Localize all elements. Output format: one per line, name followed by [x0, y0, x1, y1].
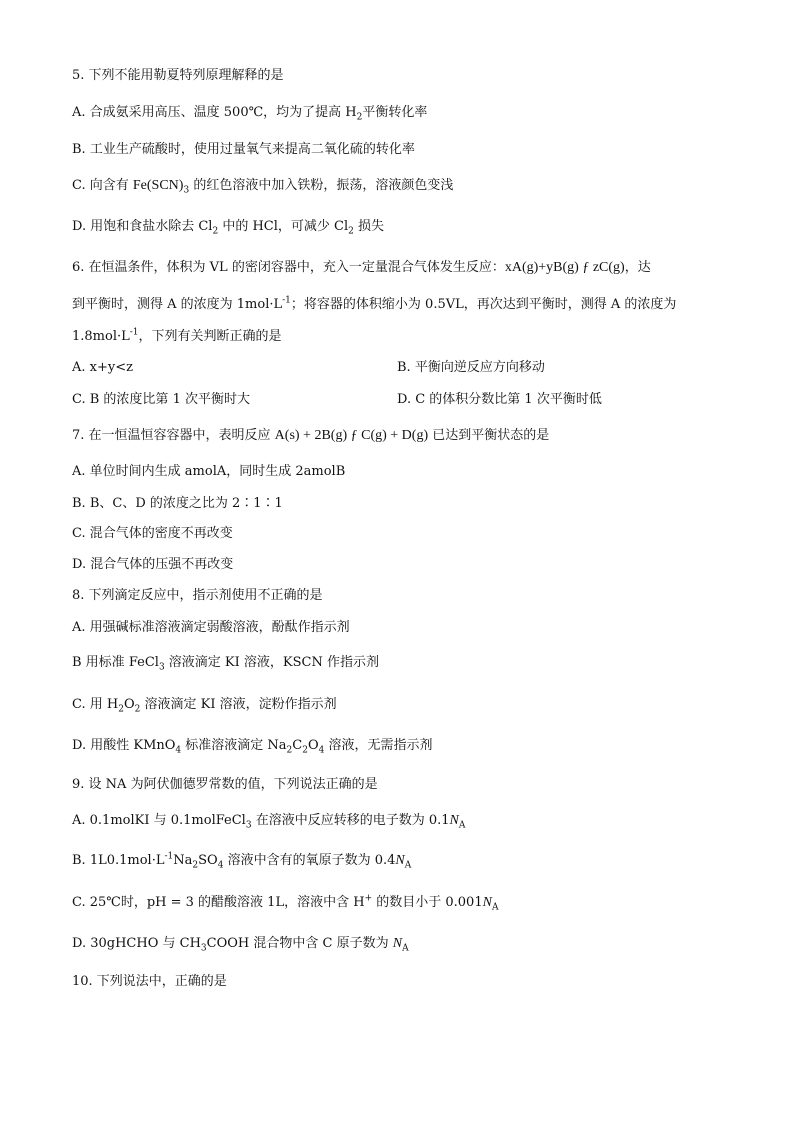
- q8-d-subscript-2: 2: [286, 745, 293, 756]
- q5-d-subscript-1: 2: [212, 226, 219, 237]
- q8-c-text-end: 溶液滴定 KI 溶液，淀粉作指示剂: [140, 697, 337, 712]
- q9-a-text: A. 0.1molKI 与 0.1molFeCl: [72, 813, 246, 828]
- q8-d-text: D. 用酸性 KMnO: [72, 738, 176, 753]
- q6-line2-text: 到平衡时，测得 A 的浓度为 1mol·L: [72, 297, 283, 312]
- q6-line2-text-end: ；将容器的体积缩小为 0.5VL，再次达到平衡时，测得 A 的浓度为: [290, 297, 677, 312]
- q9-d-avogadro-subscript: A: [402, 943, 409, 954]
- q6-option-b: B. 平衡向逆反应方向移动: [397, 360, 545, 375]
- q9-b-subscript-2: 4: [217, 860, 224, 871]
- q5-a-text: A. 合成氨采用高压、温度 500℃，均为了提高 H: [72, 105, 357, 120]
- q6-stem-text: 6. 在恒温条件，体积为 VL 的密闭容器中，充入一定量混合气体发生反应：: [72, 260, 505, 275]
- q5-a-text-end: 平衡转化率: [362, 105, 428, 120]
- q9-option-a: [72, 813, 465, 829]
- q8-d-text-end: 溶液，无需指示剂: [324, 738, 433, 753]
- q9-d-avogadro: N: [392, 936, 403, 951]
- q8-d-text-mid-1: 标准溶液滴定 Na: [181, 738, 287, 753]
- q5-d-text-mid: 中的 HCl，可减少 Cl: [218, 219, 349, 234]
- q9-option-c: [72, 895, 498, 911]
- q5-c-formula: Fe(SCN): [132, 178, 184, 193]
- q8-c-text: C. 用 H: [72, 697, 119, 712]
- q9-b-text: B. 1L0.1mol·L: [72, 853, 165, 868]
- q9-c-text-mid: 的数目小于 0.001: [372, 895, 483, 910]
- q9-d-subscript: 3: [200, 943, 207, 954]
- q9-option-b: [72, 853, 411, 869]
- q9-a-text-mid: 在溶液中反应转移的电子数为 0.1: [251, 813, 450, 828]
- q8-d-text-mid-3: O: [307, 738, 319, 753]
- q9-b-superscript: -1: [164, 851, 174, 862]
- q6-line3-text: 1.8mol·L: [72, 329, 130, 344]
- q5-c-subscript: 3: [183, 185, 190, 196]
- q9-d-text: D. 30gHCHO 与 CH: [72, 936, 201, 951]
- q8-option-b: [72, 655, 379, 671]
- q7-option-a: A. 单位时间内生成 amolA，同时生成 2amolB: [72, 464, 346, 479]
- q8-b-text: B 用标准 FeCl: [72, 655, 159, 670]
- q8-d-subscript-4: 4: [318, 745, 325, 756]
- q8-d-subscript-3: 2: [302, 745, 308, 756]
- q9-b-avogadro: N: [395, 853, 405, 868]
- q5-option-d: [72, 219, 384, 235]
- q8-option-c: [72, 697, 337, 713]
- q5-d-subscript-2: 2: [348, 226, 354, 237]
- q6-option-d: D. C 的体积分数比第 1 次平衡时低: [397, 392, 602, 407]
- q8-b-subscript: 3: [158, 662, 165, 673]
- q5-d-text-end: 损失: [353, 219, 385, 234]
- q5-option-c: [72, 178, 453, 194]
- q8-option-d: [72, 738, 433, 754]
- q8-d-text-mid-2: C: [292, 738, 303, 753]
- q5-option-a: [72, 105, 427, 121]
- q9-c-avogadro: N: [482, 895, 492, 910]
- q7-stem-text-end: 已达到平衡状态的是: [428, 428, 550, 443]
- q9-a-avogadro: N: [449, 813, 459, 828]
- q5-stem: 5. 下列不能用勒夏特列原理解释的是: [72, 68, 284, 83]
- q8-option-a: A. 用强碱标准溶液滴定弱酸溶液，酚酞作指示剂: [72, 620, 350, 635]
- q9-stem: 9. 设 NA 为阿伏伽德罗常数的值，下列说法正确的是: [72, 777, 378, 792]
- q6-line3-text-end: ，下列有关判断正确的是: [138, 329, 282, 344]
- q9-a-avogadro-subscript: A: [458, 820, 466, 831]
- q8-c-subscript-2: 2: [134, 704, 141, 715]
- q6-line2-superscript: -1: [282, 295, 291, 306]
- q5-a-subscript: 2: [356, 112, 363, 123]
- q9-c-text: C. 25℃时，pH = 3 的醋酸溶液 1L，溶液中含 H: [72, 895, 365, 910]
- q9-b-subscript-1: 2: [192, 860, 199, 871]
- q9-b-text-mid-3: 溶液中含有的氧原子数为 0.4: [223, 853, 396, 868]
- q9-b-avogadro-subscript: A: [404, 860, 412, 871]
- q8-c-text-mid: O: [123, 697, 135, 712]
- q9-b-text-mid-2: SO: [198, 853, 218, 868]
- q8-c-subscript-1: 2: [118, 704, 124, 715]
- q9-option-d: [72, 936, 409, 952]
- q6-equation: xA(g)+yB(g) ƒ zC(g): [504, 260, 625, 275]
- q10-stem: 10. 下列说法中，正确的是: [72, 974, 227, 989]
- q5-option-b: B. 工业生产硫酸时，使用过量氧气来提高二氧化硫的转化率: [72, 142, 415, 157]
- q9-a-subscript: 3: [245, 820, 252, 831]
- q9-c-avogadro-subscript: A: [491, 902, 499, 913]
- q5-c-text: C. 向含有: [72, 178, 133, 193]
- q6-stem-line-1: [72, 260, 651, 276]
- q5-c-text-end: 的红色溶液中加入铁粉，振荡，溶液颜色变浅: [189, 178, 454, 193]
- q7-stem-text: 7. 在一恒温恒容容器中，表明反应: [72, 428, 275, 443]
- q6-stem-line-2: [72, 297, 676, 313]
- q6-line3-superscript: -1: [129, 327, 139, 338]
- q5-d-text: D. 用饱和食盐水除去 Cl: [72, 219, 213, 234]
- q7-option-c: C. 混合气体的密度不再改变: [72, 526, 233, 541]
- q8-d-subscript-1: 4: [175, 745, 182, 756]
- q6-stem-line-3: [72, 329, 282, 345]
- q8-stem: 8. 下列滴定反应中，指示剂使用不正确的是: [72, 588, 323, 603]
- q9-c-superscript: +: [364, 893, 373, 904]
- q6-option-c: C. B 的浓度比第 1 次平衡时大: [72, 392, 250, 407]
- q8-b-text-end: 溶液滴定 KI 溶液，KSCN 作指示剂: [164, 655, 379, 670]
- q9-b-text-mid-1: Na: [173, 853, 193, 868]
- q7-option-d: D. 混合气体的压强不再改变: [72, 557, 234, 572]
- q6-stem-text-end: ，达: [624, 260, 651, 275]
- q9-d-text-mid: COOH 混合物中含 C 原子数为: [206, 936, 393, 951]
- q7-equation: A(s) + 2B(g) ƒ C(g) + D(g): [274, 428, 429, 443]
- q7-stem: [72, 428, 549, 444]
- q6-option-a: A. x+y<z: [72, 360, 133, 375]
- q7-option-b: B. B、C、D 的浓度之比为 2∶1∶1: [72, 496, 283, 511]
